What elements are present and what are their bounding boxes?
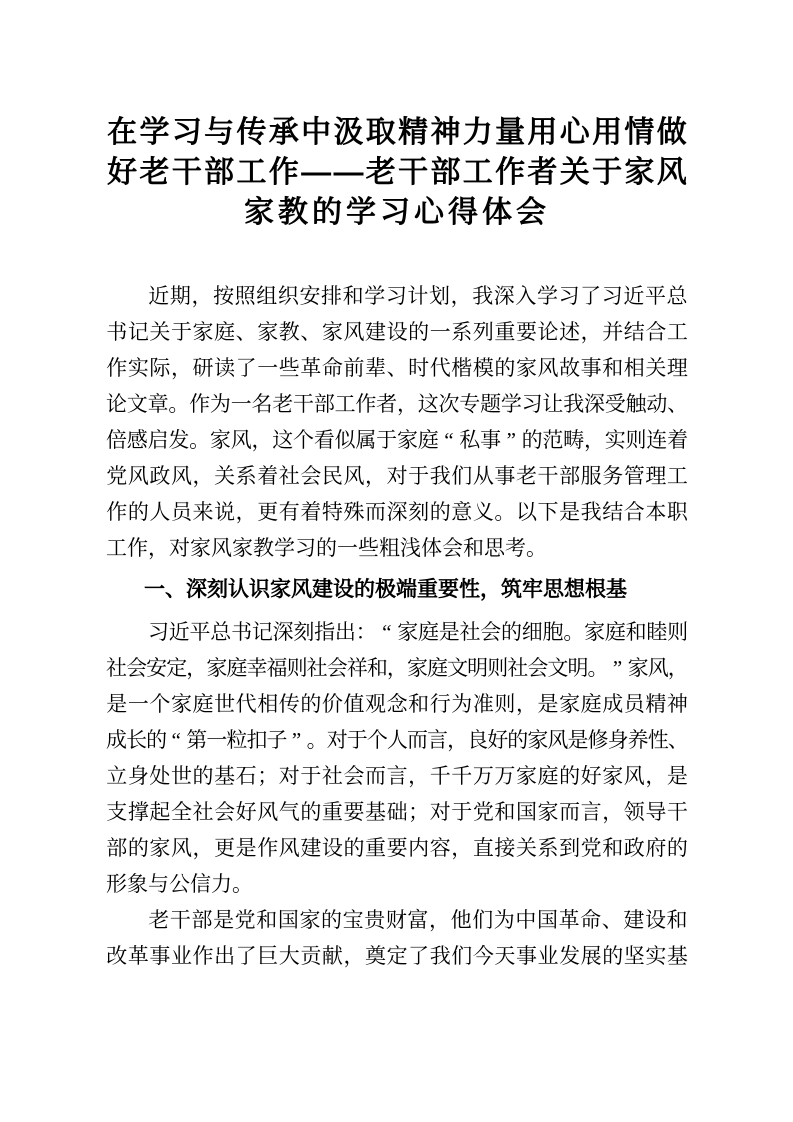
body-line: 社 会 安 定 ， 家 庭 幸 福 则 社 会 祥 和 ， 家 庭 文 明 则 社 会 文 明 。 ” 家 风 ， — [106, 656, 689, 680]
body-line: 党 风 政 风 ， 关 系 着 社 会 民 风 ， 对 于 我 们 从 事 老 干 部 服 务 管 理 工 — [106, 464, 688, 488]
body-line: 支 撑 起 全 社 会 好 风 气 的 重 要 基 础 ； 对 于 党 和 国 家 而 言 ， 领 导 干 — [106, 800, 688, 824]
document-body — [106, 278, 688, 974]
body-line: 作 实 际 ， 研 读 了 一 些 革 命 前 辈 、 时 代 楷 模 的 家 风 故 事 和 相 关 理 — [106, 356, 688, 380]
body-line: 成 长 的 “ 第 一 粒 扣 子 ” 。 对 于 个 人 而 言 ， 良 好 的 家 风 是 修 身 养 性 、 — [106, 728, 689, 752]
body-line: 近 期 ， 按 照 组 织 安 排 和 学 习 计 划 ， 我 深 入 学 习 了 习 近 平 总 — [148, 284, 688, 308]
body-line: 形象与公信力。 — [106, 872, 253, 896]
body-line: 书 记 关 于 家 庭 、 家 教 、 家 风 建 设 的 一 系 列 重 要 论 述 ， 并 结 合 工 — [106, 320, 688, 344]
paragraph — [106, 278, 688, 566]
title-line: 好 老 干 部 工 作 — — 老 干 部 工 作 者 关 于 家 风 — [107, 156, 687, 189]
body-line: 老 干 部 是 党 和 国 家 的 宝 贵 财 富 ， 他 们 为 中 国 革 命 、 建 设 和 — [148, 908, 688, 932]
body-line: 工作，对家风家教学习的一些粗浅体会和思考。 — [106, 536, 547, 560]
body-line: 论 文 章 。 作 为 一 名 老 干 部 工 作 者 ， 这 次 专 题 学 习 让 我 深 受 触 动 、 — [106, 392, 689, 416]
paragraph — [106, 902, 688, 974]
body-line: 立 身 处 世 的 基 石 ； 对 于 社 会 而 言 ， 千 千 万 万 家 庭 的 好 家 风 ， 是 — [106, 764, 688, 788]
title-line: 家教的学习心得体会 — [244, 196, 550, 229]
document-title — [106, 113, 688, 233]
title-line: 在 学 习 与 传 承 中 汲 取 精 神 力 量 用 心 用 情 做 — [107, 116, 687, 149]
body-line: 改 革 事 业 作 出 了 巨 大 贡 献 ， 奠 定 了 我 们 今 天 事 业 发 展 的 坚 实 基 — [106, 944, 688, 968]
body-line: 是 一 个 家 庭 世 代 相 传 的 价 值 观 念 和 行 为 准 则 ， 是 家 庭 成 员 精 神 — [106, 692, 688, 716]
body-line: 倍 感 启 发 。 家 风 ， 这 个 看 似 属 于 家 庭 “ 私 事 ” 的 范 畴 ， 实 则 连 着 — [106, 428, 689, 452]
body-line: 习 近 平 总 书 记 深 刻 指 出 ： “ 家 庭 是 社 会 的 细 胞 。 家 庭 和 睦 则 — [148, 620, 689, 644]
body-line: 部 的 家 风 ， 更 是 作 风 建 设 的 重 要 内 容 ， 直 接 关 系 到 党 和 政 府 的 — [106, 836, 688, 860]
paragraph — [106, 614, 688, 902]
body-line: 作 的 人 员 来 说 ， 更 有 着 特 殊 而 深 刻 的 意 义 。 以 下 是 我 结 合 本 职 — [106, 500, 688, 524]
section-heading: 一、深刻认识家风建设的极端重要性，筑牢思想根基 — [144, 578, 627, 601]
